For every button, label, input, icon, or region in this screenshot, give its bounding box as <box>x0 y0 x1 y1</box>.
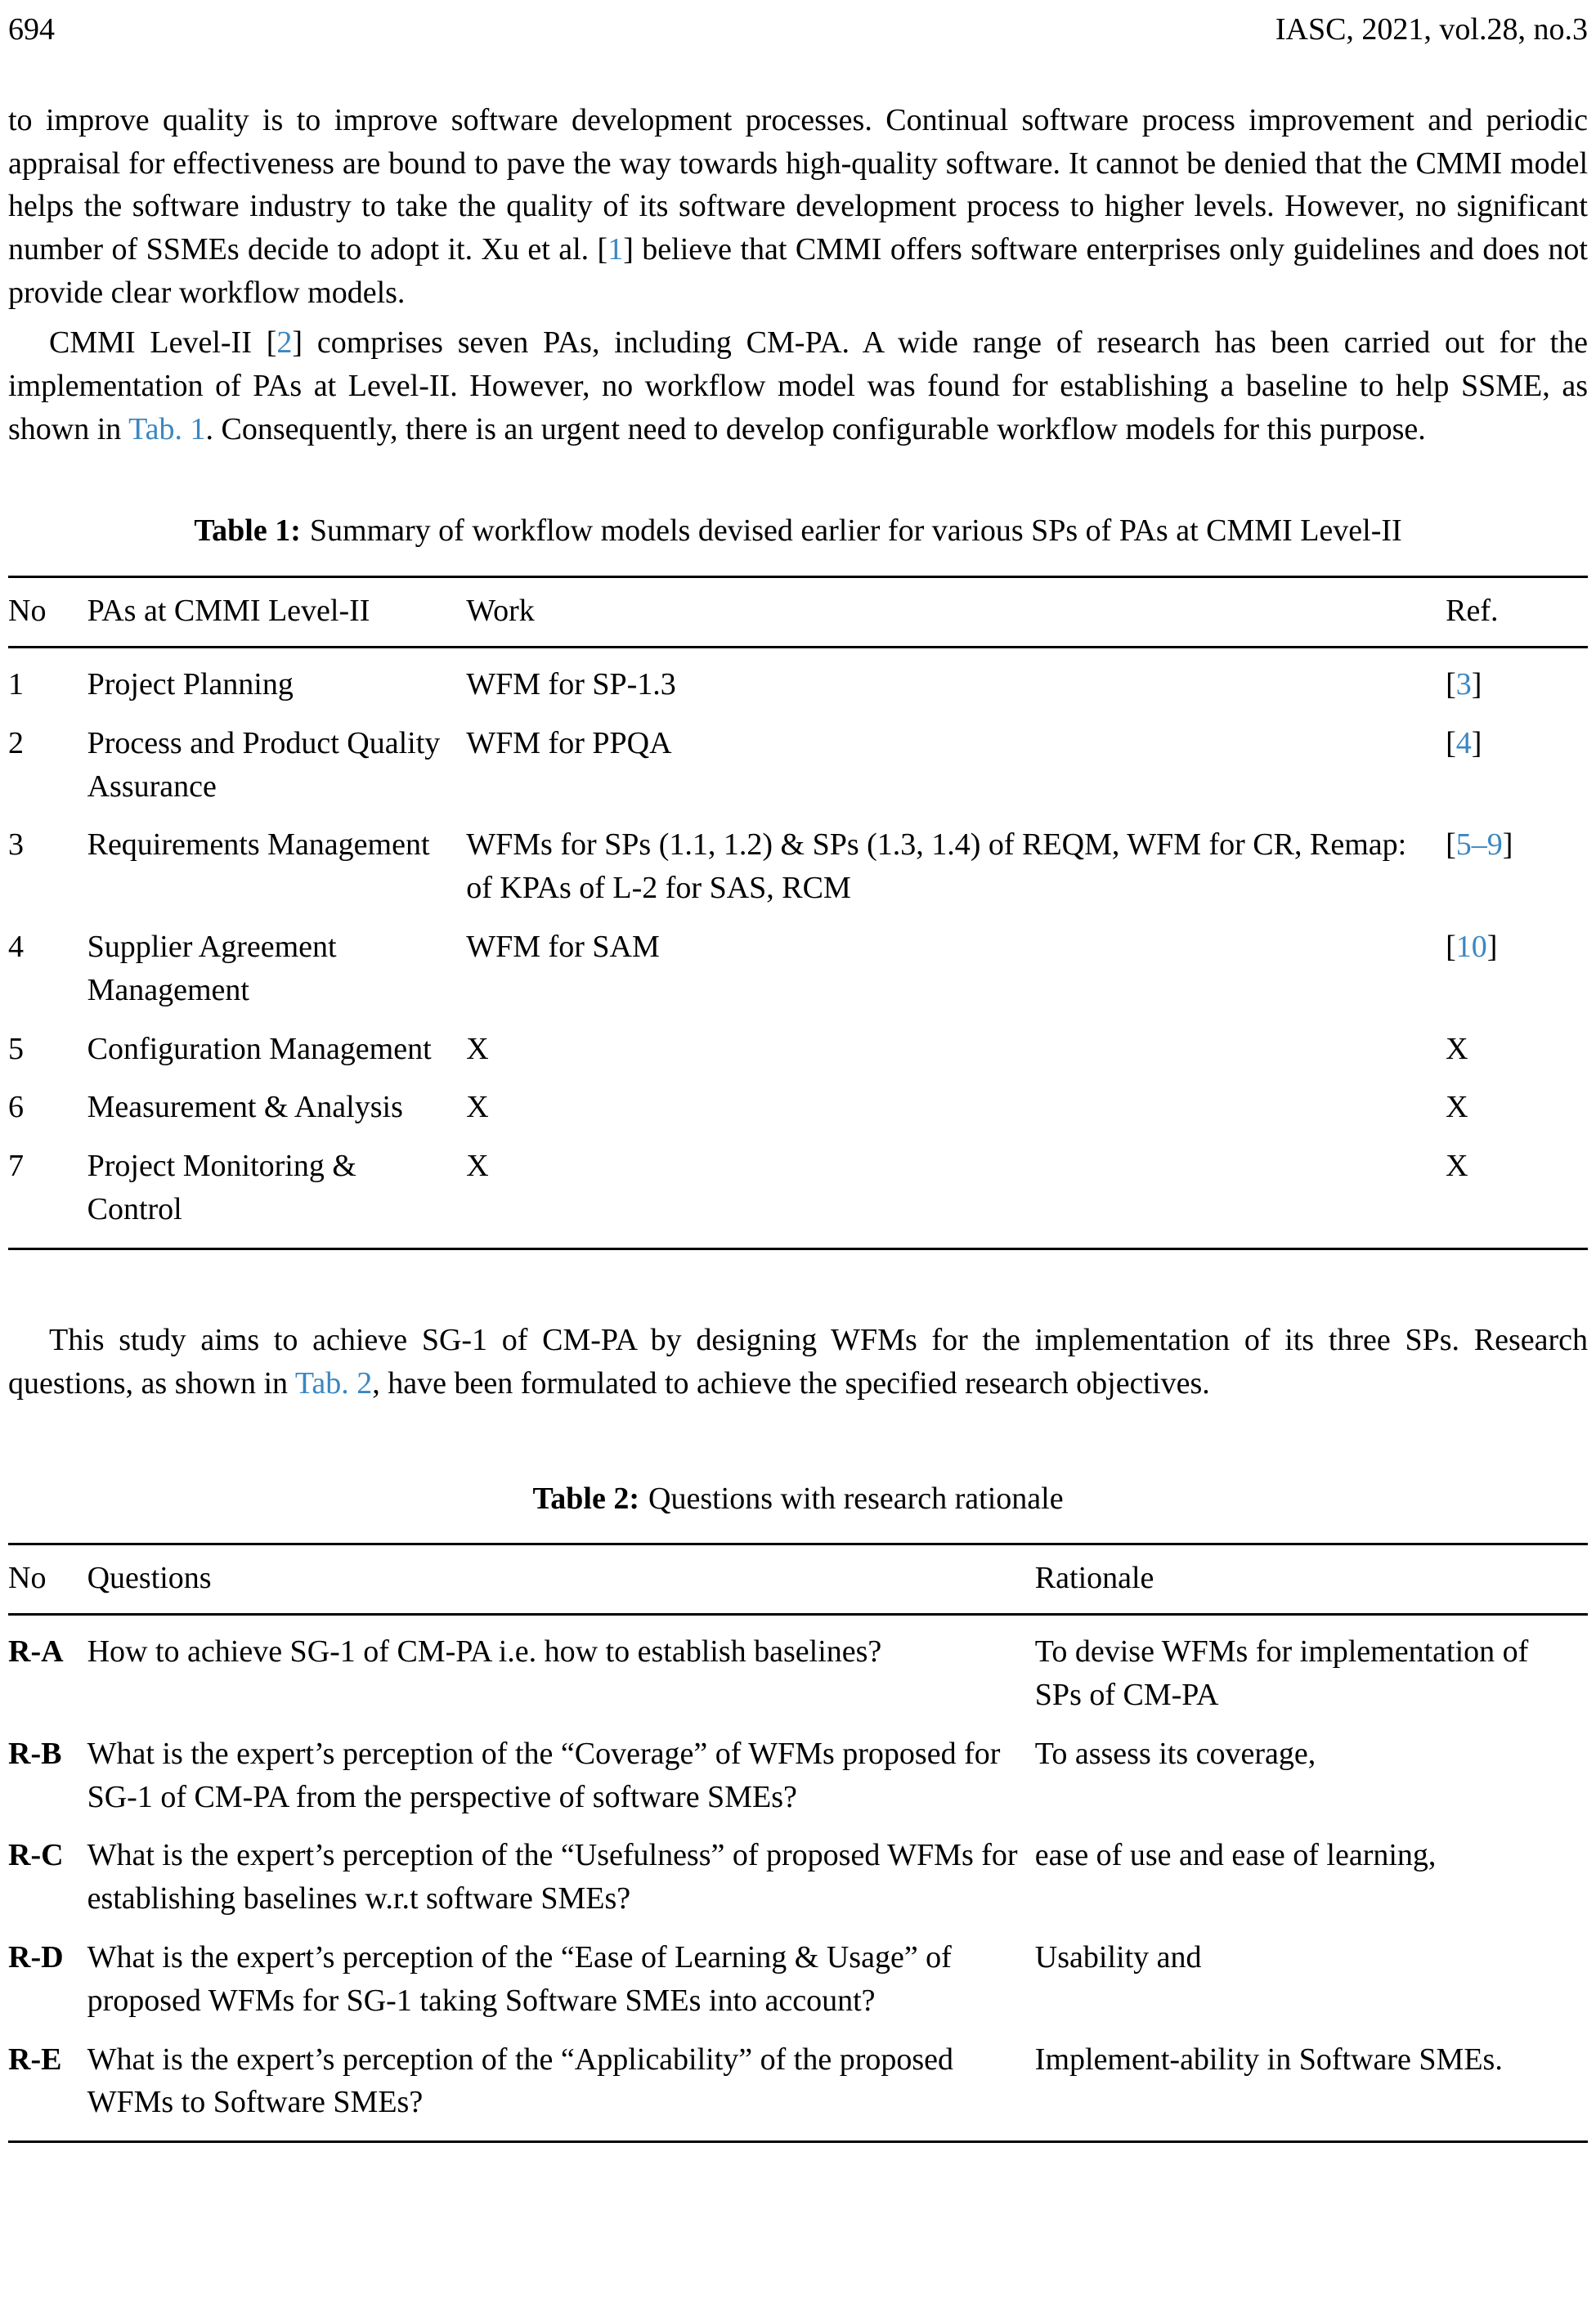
table-row <box>8 920 1588 1022</box>
cell-ref <box>1446 920 1588 1022</box>
table2 <box>8 1543 1588 2143</box>
inline-link[interactable]: 10 <box>1455 930 1487 964</box>
page-header <box>8 8 1588 52</box>
cell-pa: Project Planning <box>87 666 294 702</box>
cell-rationale: To assess its coverage, <box>1034 1736 1316 1771</box>
text-segment: ] comprises seven PAs, including CM-PA. A wide range of research has been carried out for the implementation of PAs at Level-II. However, no workflow model was found for establishing a baseline to help SSME, as shown in <box>8 325 1588 446</box>
table2-caption-text: Questions with research rationale <box>648 1481 1064 1516</box>
cell-pa: Requirements Management <box>87 827 430 863</box>
table1-col-header-pa: PAs at CMMI Level-II <box>87 577 467 648</box>
inline-link[interactable]: 4 <box>1455 725 1472 760</box>
cell-work: WFM for SP-1.3 <box>466 666 676 702</box>
cell-no: R-A <box>8 1634 64 1670</box>
text-segment: ] <box>1471 666 1482 702</box>
text-segment: ] believe that CMMI offers software enterprises only guidelines and does not provide clear workflow models. <box>8 232 1588 311</box>
cell-no: 4 <box>8 930 24 964</box>
cell-question: What is the expert’s perception of the “Usefulness” of proposed WFMs for establishing baselines w.r.t software SMEs? <box>87 1838 1018 1916</box>
cell-ref <box>1446 1022 1588 1081</box>
table2-col-header-rationale: Rationale <box>1035 1544 1588 1615</box>
table-row <box>8 1727 1588 1829</box>
page-number: 694 <box>8 12 55 47</box>
table-row <box>8 647 1588 715</box>
cell-no: R-B <box>8 1736 62 1771</box>
table1-col-header-work: Work <box>466 577 1446 648</box>
text-segment: ] <box>1471 725 1482 760</box>
table-row <box>8 1080 1588 1139</box>
text-segment: [ <box>1446 725 1456 760</box>
paragraph-3 <box>8 1319 1588 1405</box>
table1-col-header-no: No <box>8 577 87 648</box>
cell-ref <box>1446 716 1588 818</box>
table-row <box>8 1930 1588 2033</box>
table1-header-row <box>8 577 1588 648</box>
inline-link[interactable]: 3 <box>1455 666 1472 702</box>
text-segment: [ <box>1446 827 1456 863</box>
table1 <box>8 576 1588 1250</box>
table1-body <box>8 647 1588 1248</box>
text-segment: X <box>1446 1149 1468 1184</box>
cell-rationale: ease of use and ease of learning, <box>1034 1838 1437 1873</box>
cell-no: 3 <box>8 827 24 863</box>
cell-ref <box>1446 1139 1588 1248</box>
cell-work: WFM for SAM <box>466 930 660 964</box>
table2-col-header-no: No <box>8 1544 87 1615</box>
table-row <box>8 1139 1588 1248</box>
cell-work: WFM for PPQA <box>466 725 672 760</box>
cell-work: X <box>466 1031 489 1066</box>
cell-ref <box>1446 647 1588 715</box>
cell-ref <box>1446 818 1588 920</box>
cell-rationale: Implement-ability in Software SMEs. <box>1034 2042 1503 2077</box>
cell-pa: Process and Product Quality Assurance <box>87 725 441 804</box>
text-segment: , have been formulated to achieve the specified research objectives. <box>372 1365 1210 1401</box>
cell-pa: Project Monitoring & Control <box>87 1149 356 1227</box>
text-segment: CMMI Level-II [ <box>49 325 277 360</box>
cell-pa: Configuration Management <box>87 1031 432 1066</box>
table2-header-row <box>8 1544 1588 1615</box>
table-row <box>8 1615 1588 1727</box>
cell-no: 2 <box>8 725 24 760</box>
text-segment: ] <box>1486 930 1498 964</box>
cell-question: What is the expert’s perception of the “Ease of Learning & Usage” of proposed WFMs for SG-1 taking Software SMEs into account? <box>87 1940 952 2018</box>
inline-link[interactable]: Tab. 1 <box>128 411 206 446</box>
inline-link[interactable]: Tab. 2 <box>294 1365 373 1401</box>
table-row <box>8 818 1588 920</box>
cell-work: X <box>466 1090 489 1125</box>
text-segment: [ <box>1446 930 1456 964</box>
table-row <box>8 1828 1588 1930</box>
table1-caption-text: Summary of workflow models devised earlier for various SPs of PAs at CMMI Level-II <box>309 513 1402 549</box>
table2-caption <box>8 1477 1588 1521</box>
inline-link[interactable]: 1 <box>607 232 624 267</box>
cell-no: 6 <box>8 1090 24 1125</box>
cell-no: 7 <box>8 1149 24 1184</box>
table1-caption <box>8 509 1588 553</box>
cell-question: How to achieve SG-1 of CM-PA i.e. how to establish baselines? <box>87 1634 882 1670</box>
cell-ref <box>1446 1080 1588 1139</box>
cell-no: R-D <box>8 1940 64 1975</box>
text-segment: X <box>1446 1090 1468 1125</box>
text-segment: ] <box>1502 827 1513 863</box>
table2-col-header-questions: Questions <box>87 1544 1035 1615</box>
paragraph-1 <box>8 99 1588 315</box>
cell-rationale: Usability and <box>1034 1940 1202 1975</box>
table1-col-header-ref: Ref. <box>1446 577 1588 648</box>
page-body <box>8 99 1588 2143</box>
cell-no: 1 <box>8 666 24 702</box>
table-row <box>8 1022 1588 1081</box>
table2-caption-label: Table 2: <box>532 1481 640 1516</box>
text-segment: [ <box>1446 666 1456 702</box>
paragraph-2 <box>8 321 1588 450</box>
cell-question: What is the expert’s perception of the “Applicability” of the proposed WFMs to Software SMEs? <box>87 2042 954 2120</box>
table1-caption-label: Table 1: <box>194 513 301 549</box>
journal-info: IASC, 2021, vol.28, no.3 <box>1275 12 1588 47</box>
table-row <box>8 716 1588 818</box>
cell-work: X <box>466 1149 489 1184</box>
inline-link[interactable]: 5–9 <box>1455 827 1503 863</box>
cell-no: R-E <box>8 2042 62 2077</box>
table-row <box>8 2033 1588 2142</box>
cell-pa: Measurement & Analysis <box>87 1090 403 1125</box>
text-segment: This study aims to achieve SG-1 of CM-PA by designing WFMs for the implementation of its three SPs. Research questions, as shown in <box>8 1322 1588 1401</box>
cell-rationale: To devise WFMs for implementation of SPs of CM-PA <box>1034 1634 1529 1712</box>
cell-work: WFMs for SPs (1.1, 1.2) & SPs (1.3, 1.4) of REQM, WFM for CR, Remap: of KPAs of L-2 for SAS, RCM <box>466 827 1407 906</box>
cell-question: What is the expert’s perception of the “Coverage” of WFMs proposed for SG-1 of CM-PA from the perspective of software SMEs? <box>87 1736 1001 1814</box>
cell-no: 5 <box>8 1031 24 1066</box>
cell-no: R-C <box>8 1838 64 1873</box>
inline-link[interactable]: 2 <box>276 325 293 360</box>
text-segment: X <box>1446 1031 1468 1066</box>
cell-pa: Supplier Agreement Management <box>87 930 337 1007</box>
text-segment: . Consequently, there is an urgent need to develop configurable workflow models for this purpose. <box>205 411 1426 446</box>
table2-body <box>8 1615 1588 2142</box>
text-segment: to improve quality is to improve software development processes. Continual software process improvement and periodic appraisal for effectiveness are bound to pave the way towards high-quality software. It cannot be denied that the CMMI model helps the software industry to take the quality of its software development process to higher levels. However, no significant number of SSMEs decide to adopt it. Xu et al. [ <box>8 102 1588 267</box>
